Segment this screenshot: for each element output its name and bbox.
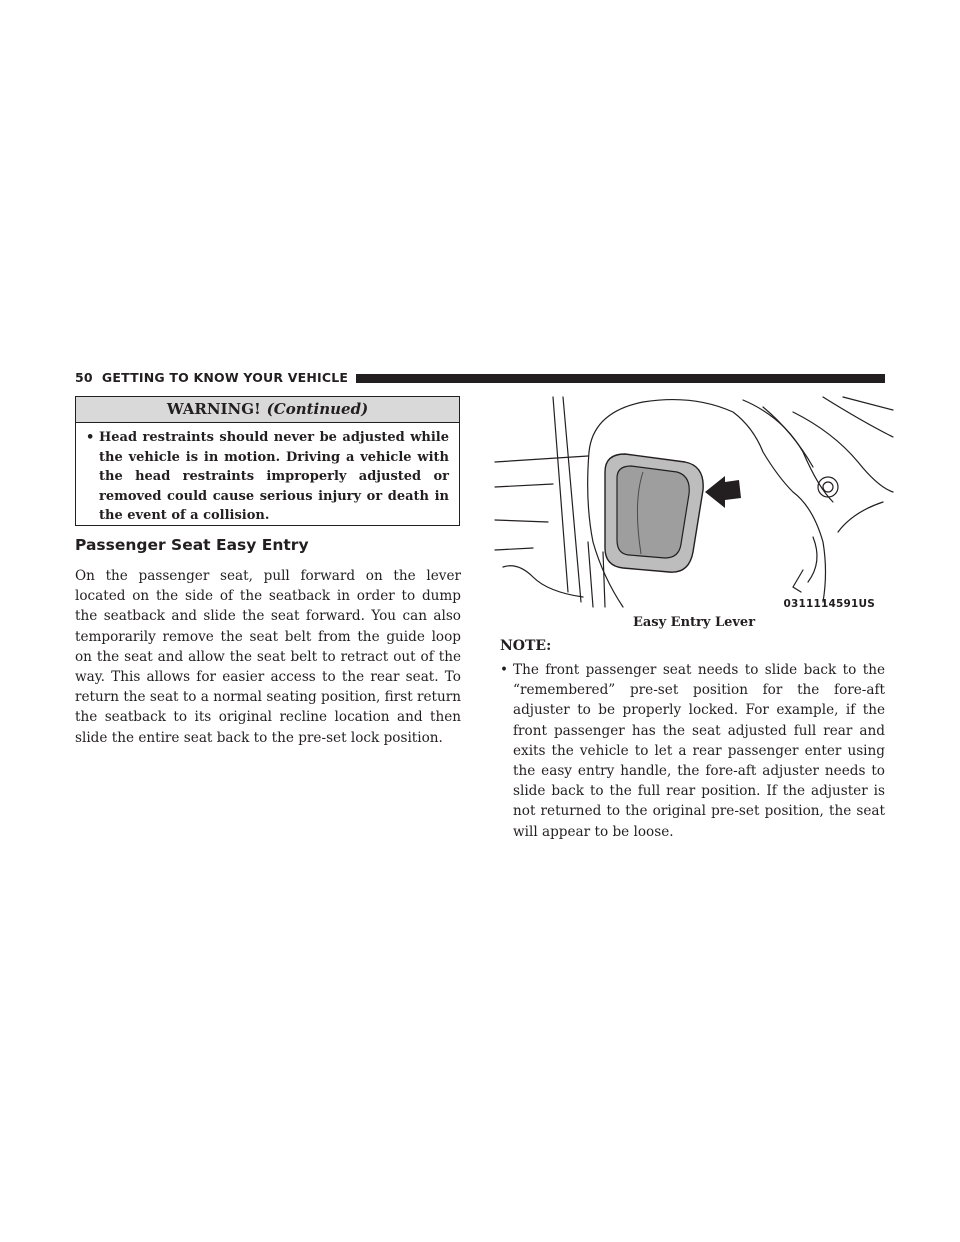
section-title: Passenger Seat Easy Entry: [75, 536, 309, 554]
page-number: 50: [75, 370, 93, 385]
figure-easy-entry-lever: [493, 392, 895, 612]
note-label: NOTE:: [500, 638, 552, 654]
note-item: [500, 660, 885, 842]
header-rule: [356, 374, 885, 383]
warning-box: [75, 396, 460, 526]
warning-continued: (Continued): [266, 400, 369, 418]
header-label: [75, 370, 356, 386]
arrow-icon: [705, 476, 741, 508]
note-text: The front passenger seat needs to slide back to the “remembered” pre-set position for the fore-aft adjuster to be properly locked. For example, if the front passenger has the seat adjusted full rear and exits the vehicle to let a rear passenger enter using the easy entry handle, the fore-aft adjuster needs to slide back to the full rear position. If the adjuster is not returned to the original pre-set position, the seat will appear to be loose.: [513, 662, 885, 840]
figure-caption: Easy Entry Lever: [632, 615, 756, 630]
bullet-icon: •: [500, 662, 509, 678]
easy-entry-lever-illustration: [493, 392, 895, 612]
warning-item: [76, 423, 459, 526]
warning-header: [76, 397, 459, 423]
section-name: GETTING TO KNOW YOUR VEHICLE: [101, 370, 349, 385]
warning-title: WARNING!: [166, 400, 261, 418]
section-body: On the passenger seat, pull forward on the lever located on the side of the seatback in order to dump the seatback and slide the seat forward. You can also temporarily remove the seat belt from the guide loop on the seat and allow the seat belt to retract out of the way. This allows for easier access to the rear seat. To return the seat to a normal seating position, first return the seatback to its original recline location and then slide the entire seat back to the pre-set lock position.: [75, 568, 461, 746]
easy-entry-lever: [617, 466, 689, 558]
figure-code: 0311114591US: [783, 598, 875, 610]
page-header: [75, 370, 885, 386]
warning-text: Head restraints should never be adjusted while the vehicle is in motion. Driving a vehicle with the head restraints improperly adjusted or removed could cause serious injury or death in the event of a collision.: [99, 430, 449, 523]
bullet-icon: •: [86, 430, 95, 445]
